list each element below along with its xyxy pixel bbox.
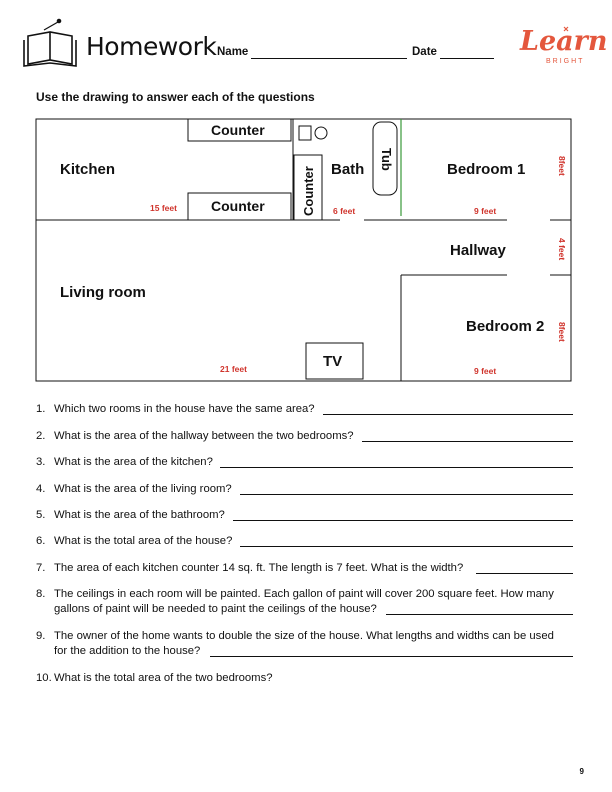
counter-bottom-label: Counter bbox=[211, 198, 265, 214]
tub-label: Tub bbox=[379, 148, 394, 171]
room-hallway: Hallway bbox=[450, 242, 506, 259]
dim-living-width: 21 feet bbox=[220, 364, 247, 374]
dim-bedroom2-width: 9 feet bbox=[474, 366, 497, 376]
counter-top-label: Counter bbox=[211, 122, 265, 138]
tv-label: TV bbox=[323, 353, 343, 370]
name-field[interactable] bbox=[251, 58, 407, 59]
room-living-room: Living room bbox=[60, 284, 146, 301]
answer-line[interactable] bbox=[233, 520, 573, 521]
room-bath: Bath bbox=[331, 161, 365, 178]
dim-bedroom2-height: 8feet bbox=[557, 322, 567, 342]
name-label: Name bbox=[217, 46, 249, 58]
answer-line[interactable] bbox=[476, 573, 573, 574]
learn-bright-logo: Learn bbox=[520, 26, 608, 57]
answer-line[interactable] bbox=[362, 441, 573, 442]
answer-line[interactable] bbox=[210, 656, 573, 657]
room-bedroom-1: Bedroom 1 bbox=[447, 161, 526, 178]
dim-bath-width: 6 feet bbox=[333, 206, 356, 216]
room-kitchen: Kitchen bbox=[60, 161, 116, 178]
dim-bedroom1-height: 8feet bbox=[557, 156, 567, 176]
answer-line[interactable] bbox=[220, 467, 573, 468]
date-field[interactable] bbox=[440, 58, 494, 59]
learn-bright-logo-sub: BRIGHT bbox=[546, 58, 585, 65]
page-number: 9 bbox=[579, 767, 584, 776]
counter-bath-label: Counter bbox=[301, 166, 316, 216]
dim-kitchen-width: 15 feet bbox=[150, 203, 177, 213]
room-bedroom-2: Bedroom 2 bbox=[466, 318, 545, 335]
answer-line[interactable] bbox=[240, 494, 573, 495]
page-title: Homework bbox=[86, 32, 217, 61]
answer-line[interactable] bbox=[386, 614, 573, 615]
instructions: Use the drawing to answer each of the questions bbox=[36, 90, 315, 104]
dim-bedroom1-width: 9 feet bbox=[474, 206, 497, 216]
answer-line[interactable] bbox=[240, 546, 573, 547]
dim-hallway-height: 4 feet bbox=[557, 238, 567, 261]
date-label: Date bbox=[412, 46, 437, 58]
book-icon bbox=[24, 20, 76, 67]
answer-line[interactable] bbox=[323, 414, 573, 415]
